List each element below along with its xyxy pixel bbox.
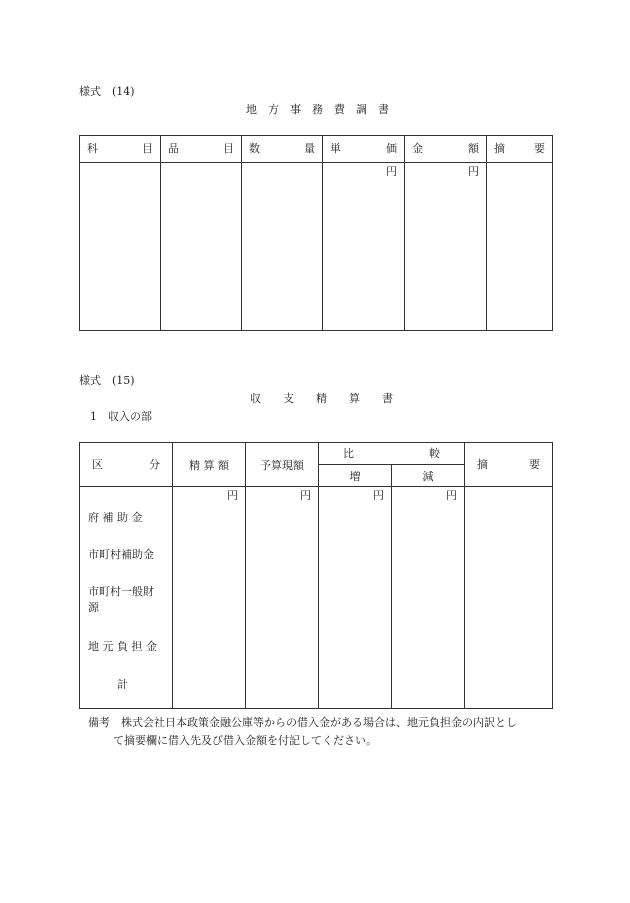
row-municipal-general-funds: 市町村一般財 [88,585,154,598]
form14-label: 様式 (14) [79,85,135,98]
header-unit-price: 単 価 [323,136,405,163]
header-category: 区 分 [80,443,173,487]
cell-amount [405,163,487,331]
header-remarks: 摘 要 [487,136,553,163]
cell-subject [80,163,161,331]
header-increase: 増 [319,465,392,487]
form15-label: 様式 (15) [79,374,135,387]
cell-unit-price [323,163,405,331]
header-remarks: 摘 要 [465,443,553,487]
cell-quantity [242,163,323,331]
form15-section: 1 収入の部 [90,410,152,423]
form14-title: 地 方 事 務 費 調 書 [246,103,389,116]
note-line-2: て摘要欄に借入先及び借入金額を付記してください。 [113,734,377,747]
note-line-1: 備考 株式会社日本政策金融公庫等からの借入金がある場合は、地元負担金の内訳とし [88,716,517,729]
form15-title: 収 支 精 算 書 [250,392,393,405]
row-municipal-subsidy: 市町村補助金 [88,548,154,561]
row-total: 計 [117,678,128,691]
header-quantity: 数 量 [242,136,323,163]
cell-settled [173,487,246,709]
yen-mark: 円 [468,165,479,178]
form14-table [79,135,553,331]
header-budget-amount: 予算現額 [246,443,319,487]
row-municipal-general-funds-cont: 源 [88,601,99,614]
cell-remarks [487,163,553,331]
header-settled-amount: 精 算 額 [173,443,246,487]
cell-increase [319,487,392,709]
row-local-burden: 地 元 負 担 金 [88,640,157,653]
header-item: 品 目 [161,136,242,163]
yen-mark: 円 [386,165,397,178]
form15-table [79,442,553,709]
yen-mark: 円 [227,489,238,502]
cell-remarks [465,487,553,709]
yen-mark: 円 [300,489,311,502]
header-comparison: 比 較 [319,443,465,465]
cell-budget [246,487,319,709]
cell-decrease [392,487,465,709]
header-decrease: 減 [392,465,465,487]
cell-item [161,163,242,331]
header-amount: 金 額 [405,136,487,163]
form14-header-row [80,136,553,163]
header-subject: 科 目 [80,136,161,163]
row-prefectural-subsidy: 府 補 助 金 [88,511,143,524]
form14-body-row [80,163,553,331]
yen-mark: 円 [373,489,384,502]
yen-mark: 円 [446,489,457,502]
